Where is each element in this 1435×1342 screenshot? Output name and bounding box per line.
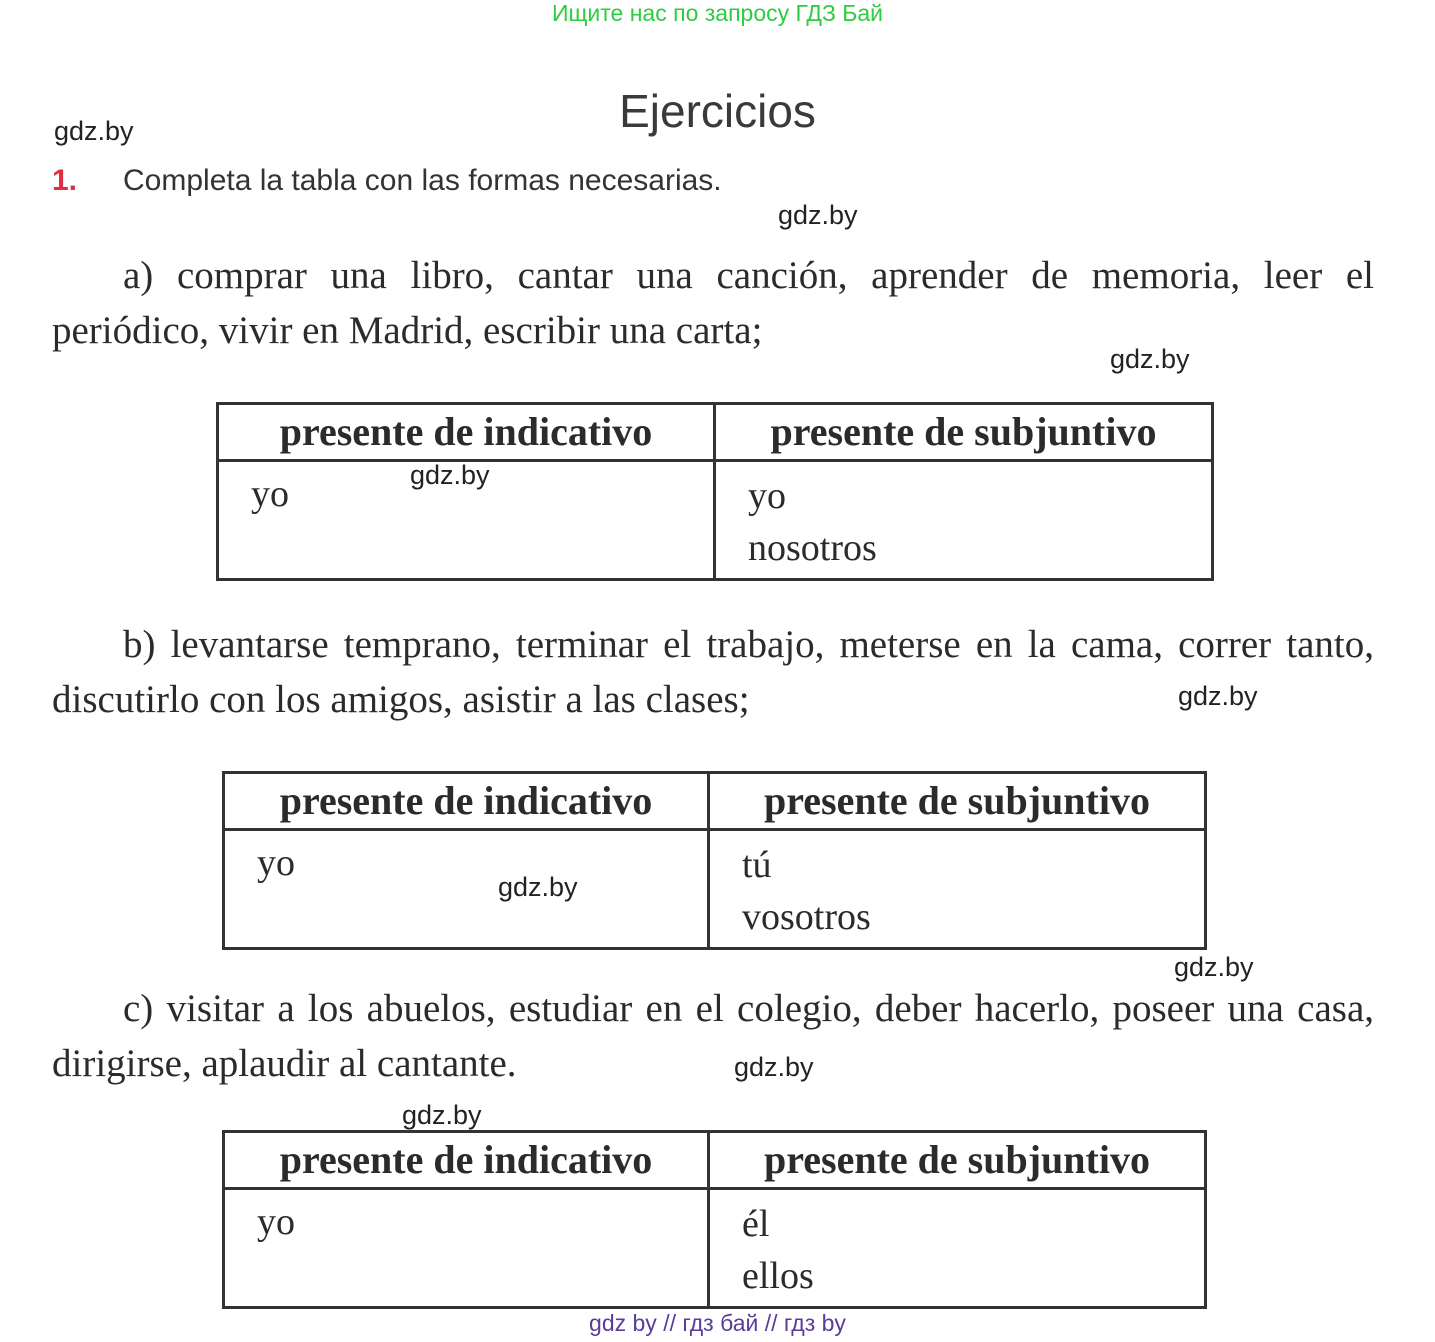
watermark: gdz.by xyxy=(498,872,578,902)
table-header-indicative: presente de indicativo xyxy=(218,404,715,461)
section-b-table xyxy=(222,771,1207,950)
pronoun: yo xyxy=(257,1201,295,1243)
watermark: gdz.by xyxy=(402,1100,482,1130)
exercise-instruction: Completa la tabla con las formas necesarias. xyxy=(123,164,722,197)
watermark: gdz.by xyxy=(1178,681,1258,711)
table-header-subjunctive: presente de subjuntivo xyxy=(709,1132,1206,1189)
pronoun: tú xyxy=(742,844,772,886)
top-banner: Ищите нас по запросу ГДЗ Бай xyxy=(551,0,884,26)
table-cell-indicative xyxy=(224,1189,709,1308)
pronoun: nosotros xyxy=(748,527,877,569)
pronoun: yo xyxy=(748,475,786,517)
table-cell-subjunctive xyxy=(715,461,1213,580)
watermark: gdz.by xyxy=(1174,952,1254,982)
watermark: gdz.by xyxy=(1110,344,1190,374)
section-c-text: c) visitar a los abuelos, estudiar en el colegio, deber hacerlo, poseer una casa, dirigirse, aplaudir al cantante. xyxy=(52,987,1374,1085)
footer-watermark: gdz by // гдз бай // гдз by xyxy=(589,1310,846,1336)
section-c-table xyxy=(222,1130,1207,1309)
pronoun: yo xyxy=(257,842,295,884)
exercise-number: 1. xyxy=(52,164,78,197)
watermark: gdz.by xyxy=(734,1052,814,1082)
table-cell-subjunctive xyxy=(709,1189,1206,1308)
table-cell-subjunctive xyxy=(709,830,1206,949)
section-a-text: a) comprar una libro, cantar una canción, aprender de memoria, leer el periódico, vivir en Madrid, escribir una carta; xyxy=(52,254,1374,352)
pronoun: ellos xyxy=(742,1255,814,1297)
pronoun: vosotros xyxy=(742,896,871,938)
watermark: gdz.by xyxy=(54,116,134,146)
section-b-text: b) levantarse temprano, terminar el trabajo, meterse en la cama, correr tanto, discutirlo con los amigos, asistir a las clases; xyxy=(52,623,1374,721)
table-header-indicative: presente de indicativo xyxy=(224,1132,709,1189)
section-a-table xyxy=(216,402,1214,581)
table-cell-indicative xyxy=(224,830,709,949)
table-header-indicative: presente de indicativo xyxy=(224,773,709,830)
table-header-subjunctive: presente de subjuntivo xyxy=(709,773,1206,830)
watermark: gdz.by xyxy=(778,200,858,230)
pronoun: yo xyxy=(251,473,289,515)
page-title: Ejercicios xyxy=(619,85,816,137)
table-header-subjunctive: presente de subjuntivo xyxy=(715,404,1213,461)
watermark: gdz.by xyxy=(410,460,490,490)
pronoun: él xyxy=(742,1203,770,1245)
